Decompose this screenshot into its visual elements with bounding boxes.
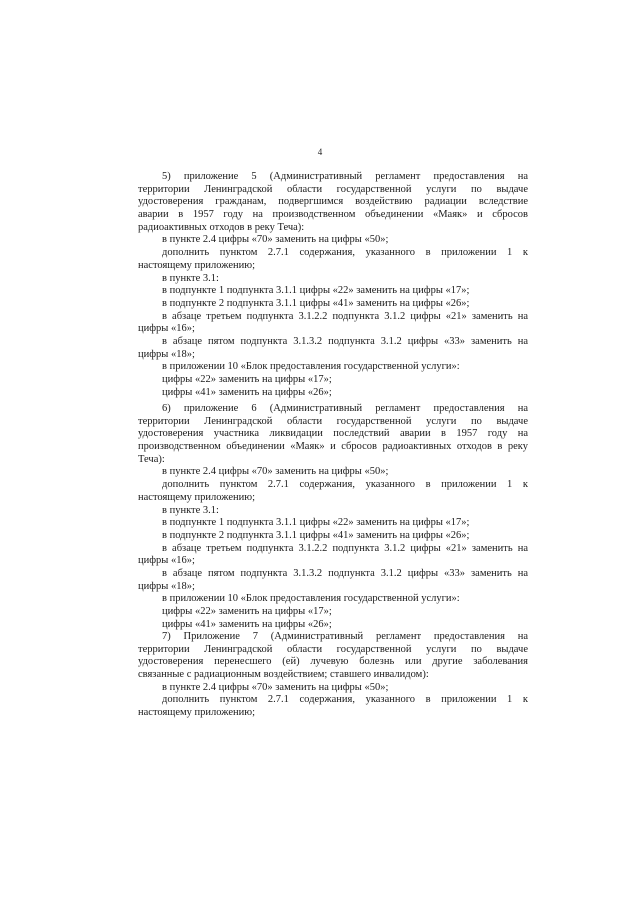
text-line: настоящему приложению; bbox=[138, 259, 256, 271]
text-line: в пункте 3.1: bbox=[162, 504, 219, 516]
text-line: настоящему приложению; bbox=[138, 491, 256, 503]
text-line: дополнить пунктом 2.7.1 содержания, указанного в приложении 1 к bbox=[162, 694, 528, 706]
text-line: территории Ленинградской области государственной услуги по выдаче bbox=[138, 183, 528, 195]
section-7 bbox=[138, 631, 528, 720]
text-line: Теча): bbox=[138, 453, 165, 465]
text-line: в приложении 10 «Блок предоставления государственной услуги»: bbox=[162, 593, 460, 605]
text-line: радиоактивных отходов в реку Теча): bbox=[138, 221, 305, 233]
text-line: 5) приложение 5 (Административный регламент предоставления на bbox=[162, 171, 528, 182]
text-line: 6) приложение 6 (Административный регламент предоставления на bbox=[162, 403, 528, 414]
text-line: в пункте 2.4 цифры «70» заменить на цифры «50»; bbox=[162, 234, 389, 246]
text-line: в подпункте 2 подпункта 3.1.1 цифры «41» заменить на цифры «26»; bbox=[162, 529, 470, 541]
text-line: в подпункте 1 подпункта 3.1.1 цифры «22» заменить на цифры «17»; bbox=[162, 285, 470, 297]
page-number: 4 bbox=[317, 147, 323, 157]
text-line: в абзаце пятом подпункта 3.1.3.2 подпункта 3.1.2 цифры «33» заменить на bbox=[162, 567, 528, 579]
text-line: 7) Приложение 7 (Административный регламент предоставления на bbox=[162, 631, 528, 642]
text-line: в пункте 2.4 цифры «70» заменить на цифры «50»; bbox=[162, 681, 389, 693]
text-line: связанные с радиационным воздействием; ставшего инвалидом): bbox=[138, 669, 429, 681]
text-line: территории Ленинградской области государственной услуги по выдаче bbox=[138, 643, 528, 655]
text-line: цифры «22» заменить на цифры «17»; bbox=[162, 606, 332, 617]
text-line: производственном объединении «Маяк» и сбросов радиоактивных отходов в реку bbox=[138, 441, 528, 453]
text-line: настоящему приложению; bbox=[138, 707, 256, 719]
text-line: в подпункте 1 подпункта 3.1.1 цифры «22» заменить на цифры «17»; bbox=[162, 517, 470, 529]
section-6 bbox=[138, 403, 528, 631]
text-line: цифры «18»; bbox=[138, 580, 195, 592]
text-line: удостоверения перенесшего (ей) лучевую болезнь или другие заболевания bbox=[138, 656, 528, 668]
text-line: в пункте 3.1: bbox=[162, 272, 219, 284]
text-line: цифры «41» заменить на цифры «26»; bbox=[162, 618, 332, 630]
text-line: в приложении 10 «Блок предоставления государственной услуги»: bbox=[162, 361, 460, 373]
text-line: территории Ленинградской области государственной услуги по выдаче bbox=[138, 415, 528, 427]
text-line: в абзаце третьем подпункта 3.1.2.2 подпункта 3.1.2 цифры «21» заменить на bbox=[162, 542, 528, 554]
text-line: цифры «22» заменить на цифры «17»; bbox=[162, 374, 332, 385]
text-line: цифры «16»; bbox=[138, 555, 195, 567]
text-line: в пункте 2.4 цифры «70» заменить на цифры «50»; bbox=[162, 466, 389, 478]
text-line: аварии в 1957 году на производственном объединении «Маяк» и сбросов bbox=[138, 209, 528, 221]
text-line: цифры «16»; bbox=[138, 323, 195, 335]
text-line: дополнить пунктом 2.7.1 содержания, указанного в приложении 1 к bbox=[162, 247, 528, 259]
text-line: удостоверения гражданам, подвергшимся воздействию радиации вследствие bbox=[138, 196, 528, 208]
text-line: в абзаце пятом подпункта 3.1.3.2 подпункта 3.1.2 цифры «33» заменить на bbox=[162, 335, 528, 347]
text-line: дополнить пунктом 2.7.1 содержания, указанного в приложении 1 к bbox=[162, 479, 528, 491]
text-line: в подпункте 2 подпункта 3.1.1 цифры «41» заменить на цифры «26»; bbox=[162, 297, 470, 309]
text-line: цифры «18»; bbox=[138, 348, 195, 360]
text-line: цифры «41» заменить на цифры «26»; bbox=[162, 386, 332, 398]
text-line: в абзаце третьем подпункта 3.1.2.2 подпункта 3.1.2 цифры «21» заменить на bbox=[162, 310, 528, 322]
text-line: удостоверения участника ликвидации последствий аварии в 1957 году на bbox=[138, 428, 528, 440]
section-5 bbox=[138, 171, 528, 399]
